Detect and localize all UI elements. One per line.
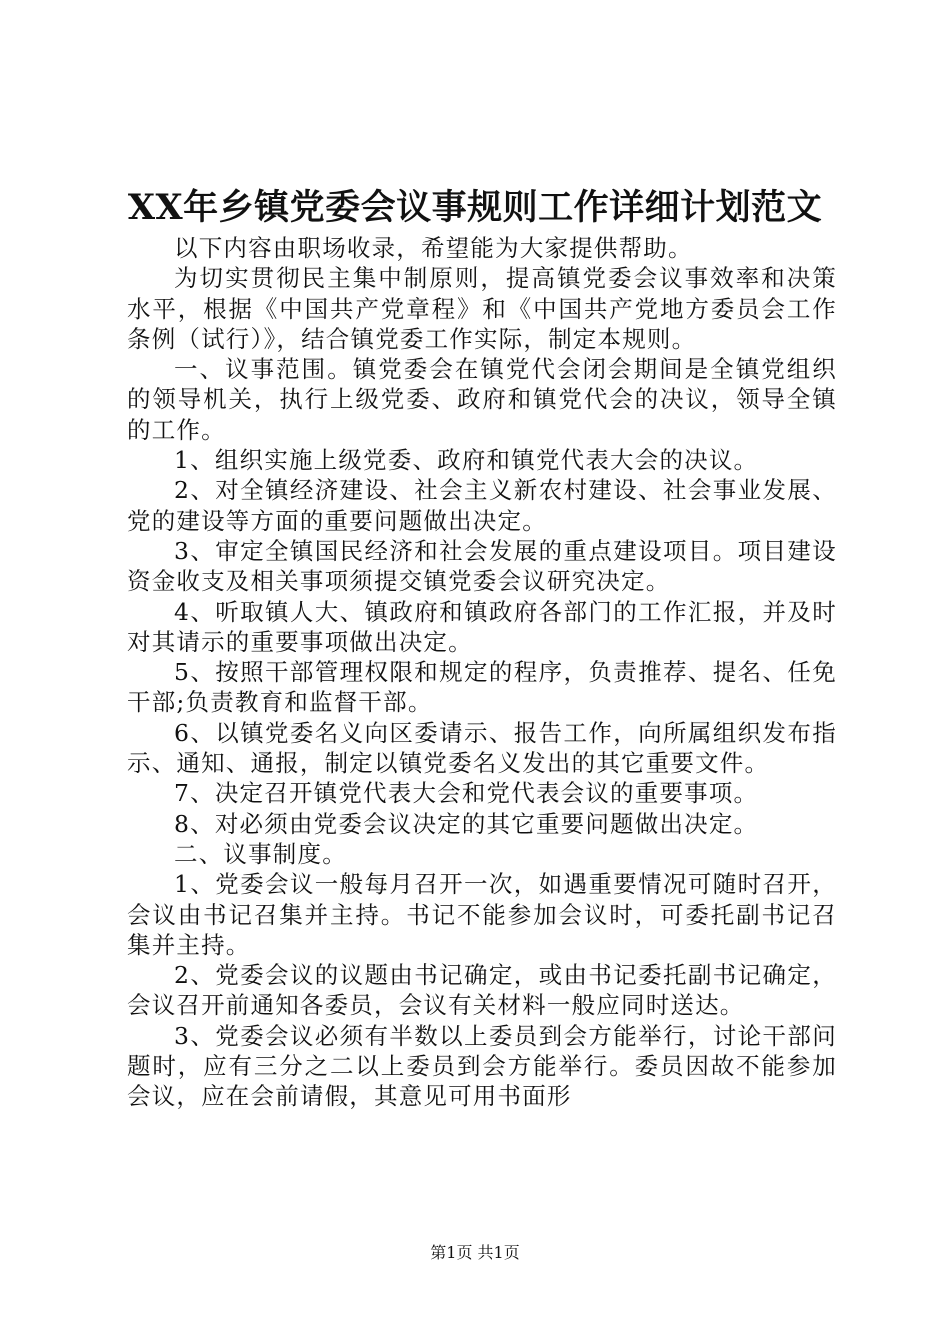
paragraph-intro: 以下内容由职场收录，希望能为大家提供帮助。 [174,234,693,262]
section-heading-scope: 一、议事范围。镇党委会在镇党代会闭会期间是全镇党组织的领导机关，执行上级党委、政府和镇党代会的决议，领导全镇的工作。 [127,355,837,444]
list-item: 3、党委会议必须有半数以上委员到会方能举行，讨论干部问题时，应有三分之二以上委员到会方能举行。委员因故不能参加会议，应在会前请假，其意见可用书面形 [127,1021,837,1111]
document-title: XX年乡镇党委会议事规则工作详细计划范文 [127,187,823,228]
list-item: 8、对必须由党委会议决定的其它重要问题做出决定。 [174,809,759,838]
list-item: 1、组织实施上级党委、政府和镇党代表大会的决议。 [174,446,759,475]
list-item: 1、党委会议一般每月召开一次，如遇重要情况可随时召开，会议由书记召集并主持。书记不能参加会议时，可委托副书记召集并主持。 [127,870,837,959]
list-item: 6、以镇党委名义向区委请示、报告工作，向所属组织发布指示、通知、通报，制定以镇党委名义发出的其它重要文件。 [127,718,837,778]
list-item: 7、决定召开镇党代表大会和党代表会议的重要事项。 [174,779,759,808]
section-heading-rules: 二、议事制度。 [174,839,347,868]
list-item: 5、按照干部管理权限和规定的程序，负责推荐、提名、任免干部;负责教育和监督干部。 [127,658,837,717]
document-body [127,233,837,1112]
paragraph-preamble: 为切实贯彻民主集中制原则，提高镇党委会议事效率和决策水平，根据《中国共产党章程》和《中国共产党地方委员会工作条例（试行）》，结合镇党委工作实际，制定本规则。 [127,264,837,353]
list-item: 4、听取镇人大、镇政府和镇政府各部门的工作汇报，并及时对其请示的重要事项做出决定。 [127,597,837,656]
page-number-footer: 第1页 共1页 [430,1243,520,1262]
list-item: 3、审定全镇国民经济和社会发展的重点建设项目。项目建设资金收支及相关事项须提交镇党委会议研究决定。 [127,536,837,596]
list-item: 2、党委会议的议题由书记确定，或由书记委托副书记确定，会议召开前通知各委员，会议有关材料一般应同时送达。 [127,961,837,1020]
list-item: 2、对全镇经济建设、社会主义新农村建设、社会事业发展、党的建设等方面的重要问题做出决定。 [127,476,837,535]
